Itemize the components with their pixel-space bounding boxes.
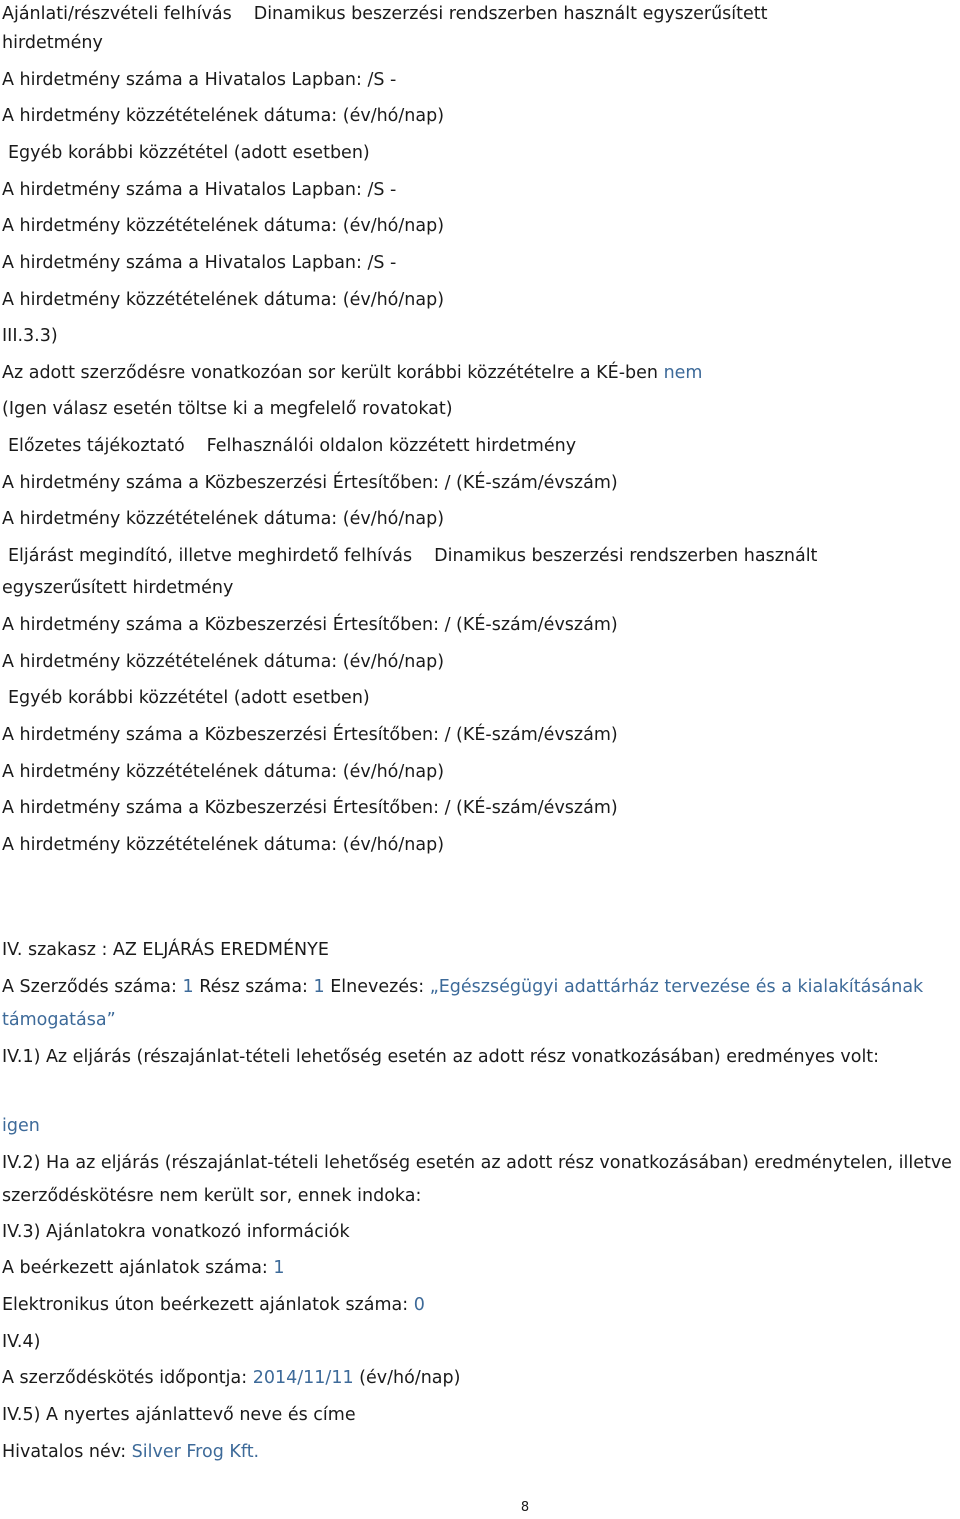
hl-number-2: A hirdetmény száma a Hivatalos Lapban: /S -: [2, 180, 397, 200]
ajanlati-line: [2, 3, 768, 25]
eljarast-line: [2, 545, 817, 567]
publication-date-2: A hirdetmény közzétételének dátuma: (év/hó/nap): [2, 216, 445, 236]
iv5-heading: IV.5) A nyertes ajánlattevő neve és címe: [2, 1405, 356, 1425]
contract-date: A szerződéskötés időpontja: 2014/11/11 (év/hó/nap): [2, 1368, 461, 1388]
ajanlati-label: Ajánlati/részvételi felhívás: [2, 4, 232, 24]
publication-date-1: A hirdetmény közzétételének dátuma: (év/hó/nap): [2, 106, 445, 126]
dinamikus2-option: Dinamikus beszerzési rendszerben használt: [434, 546, 818, 566]
hl-number-1: A hirdetmény száma a Hivatalos Lapban: /S -: [2, 70, 397, 90]
iv3-heading: IV.3) Ajánlatokra vonatkozó információk: [2, 1222, 350, 1242]
ke-number-1: A hirdetmény száma a Közbeszerzési Értesítőben: / (KÉ-szám/évszám): [2, 473, 618, 493]
other-publication-1: Egyéb korábbi közzététel (adott esetben): [8, 143, 370, 163]
contract-title: „Egészségügyi adattárház tervezése és a kialakításának támogatása”: [2, 977, 924, 1030]
other-publication-2: Egyéb korábbi közzététel (adott esetben): [8, 688, 370, 708]
winner-name: Hivatalos név: Silver Frog Kft.: [2, 1442, 260, 1462]
contract-line: A Szerződés száma: 1 Rész száma: 1 Elnevezés: „Egészségügyi adattárház tervezése és a kialakításának támogatása”: [2, 977, 924, 1030]
iv4-heading: IV.4): [2, 1332, 41, 1352]
ke-number-2: A hirdetmény száma a Közbeszerzési Értesítőben: / (KÉ-szám/évszám): [2, 615, 618, 635]
publication-date-7: A hirdetmény közzétételének dátuma: (év/hó/nap): [2, 835, 445, 855]
publication-date-6: A hirdetmény közzétételének dátuma: (év/hó/nap): [2, 762, 445, 782]
eljarast-option: Eljárást megindító, illetve meghirdető felhívás: [8, 546, 413, 566]
hint-text: (Igen válasz esetén töltse ki a megfelelő rovatokat): [2, 399, 453, 419]
publication-date-4: A hirdetmény közzétételének dátuma: (év/hó/nap): [2, 509, 445, 529]
ke-number-4: A hirdetmény száma a Közbeszerzési Értesítőben: / (KÉ-szám/évszám): [2, 798, 618, 818]
iv1-answer: igen: [2, 1116, 40, 1136]
elozetes-option: Előzetes tájékoztató: [8, 436, 185, 456]
publication-date-5: A hirdetmény közzétételének dátuma: (év/hó/nap): [2, 652, 445, 672]
hl-number-3: A hirdetmény száma a Hivatalos Lapban: /S -: [2, 253, 397, 273]
egyszerusitett-line: egyszerűsített hirdetmény: [2, 578, 234, 598]
notice-type-line: [2, 435, 576, 457]
iv2-text: IV.2) Ha az eljárás (részajánlat-tételi lehetőség esetén az adott rész vonatkozásában) eredménytelen, illetve szerződéskötésre nem került sor, ennek indoka:: [2, 1153, 952, 1206]
publication-date-3: A hirdetmény közzétételének dátuma: (év/hó/nap): [2, 290, 445, 310]
electronic-offers: Elektronikus úton beérkezett ajánlatok száma: 0: [2, 1295, 425, 1315]
section-iii-3-3-heading: III.3.3): [2, 326, 58, 346]
iv1-question: IV.1) Az eljárás (részajánlat-tételi lehetőség esetén az adott rész vonatkozásában) eredményes volt:: [2, 1047, 880, 1067]
hirdetmeny-line: hirdetmény: [2, 33, 103, 53]
dinamikus-option: Dinamikus beszerzési rendszerben használt egyszerűsített: [253, 4, 768, 24]
offers-received: A beérkezett ajánlatok száma: 1: [2, 1258, 285, 1278]
felhasznaloi-option: Felhasználói oldalon közzétett hirdetmény: [206, 436, 577, 456]
prior-publication-answer: nem: [663, 363, 703, 383]
ke-number-3: A hirdetmény száma a Közbeszerzési Értesítőben: / (KÉ-szám/évszám): [2, 725, 618, 745]
page-number: 8: [520, 1500, 530, 1515]
prior-publication-question: Az adott szerződésre vonatkozóan sor került korábbi közzétételre a KÉ-ben nem: [2, 363, 703, 383]
section-iv-heading: IV. szakasz : AZ ELJÁRÁS EREDMÉNYE: [2, 940, 329, 960]
